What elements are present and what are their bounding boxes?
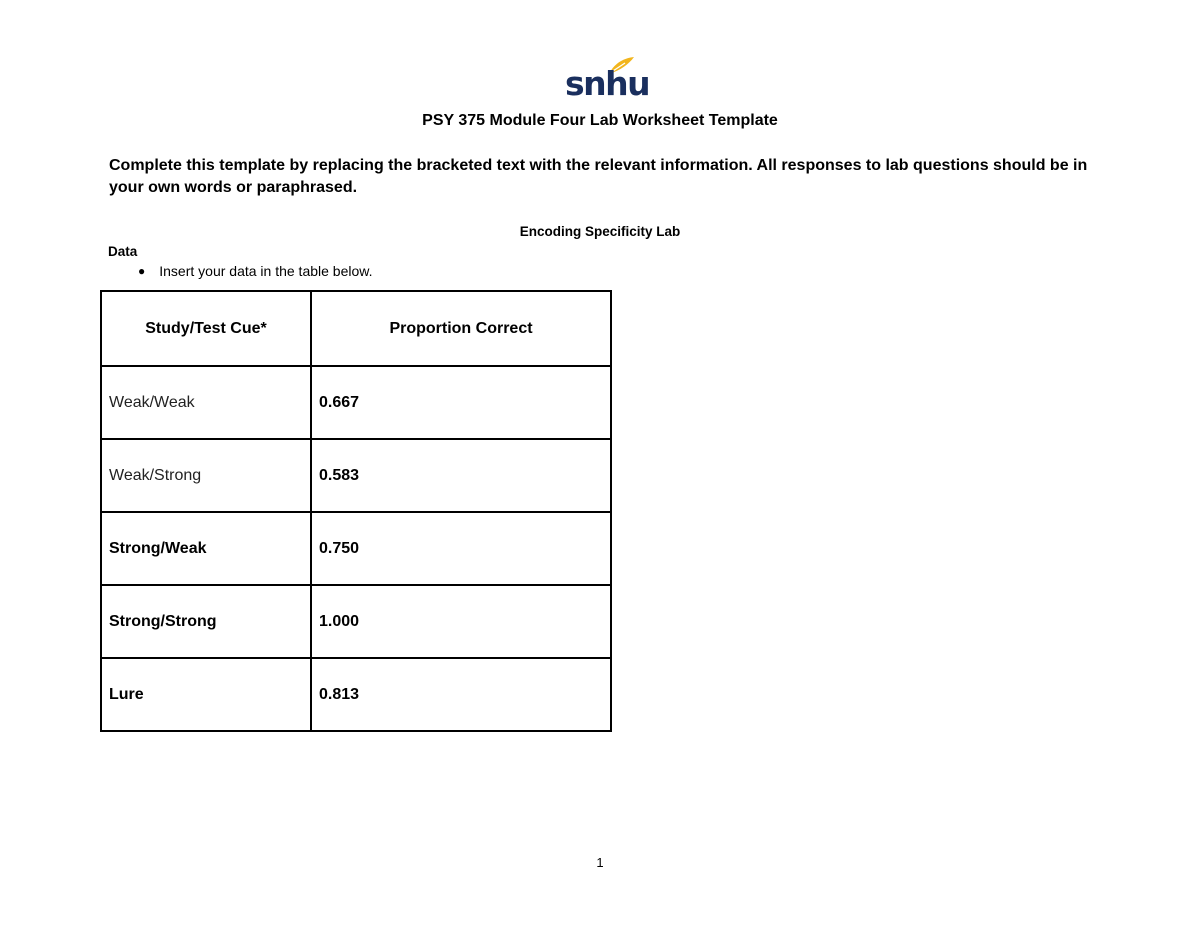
data-table <box>100 290 612 732</box>
value-cell: 0.667 <box>311 366 611 439</box>
table-row <box>101 585 611 658</box>
bullet-text: Insert your data in the table below. <box>159 263 373 279</box>
document-title: PSY 375 Module Four Lab Worksheet Template <box>422 112 778 129</box>
table-header-row <box>101 291 611 366</box>
page-number: 1 <box>596 855 604 870</box>
section-label-data: Data <box>108 244 138 259</box>
lab-title: Encoding Specificity Lab <box>519 224 681 239</box>
snhu-logo <box>565 56 650 104</box>
bullet-item <box>138 262 373 280</box>
value-cell: 0.583 <box>311 439 611 512</box>
table-row <box>101 366 611 439</box>
cue-cell: Lure <box>101 658 311 731</box>
header-cell-proportion: Proportion Correct <box>311 291 611 366</box>
table-row <box>101 512 611 585</box>
value-cell: 0.750 <box>311 512 611 585</box>
cue-cell: Strong/Strong <box>101 585 311 658</box>
value-cell: 0.813 <box>311 658 611 731</box>
instructions-text: Complete this template by replacing the bracketed text with the relevant information. All responses to lab questions should be in your own words or paraphrased. <box>109 157 1088 196</box>
header-cell-cue: Study/Test Cue* <box>101 291 311 366</box>
table-row <box>101 439 611 512</box>
cue-cell: Weak/Strong <box>101 439 311 512</box>
table-row <box>101 658 611 731</box>
value-cell: 1.000 <box>311 585 611 658</box>
bullet-icon: ● <box>138 264 146 278</box>
logo-wordmark: snhu <box>565 64 650 103</box>
cue-cell: Weak/Weak <box>101 366 311 439</box>
cue-cell: Strong/Weak <box>101 512 311 585</box>
